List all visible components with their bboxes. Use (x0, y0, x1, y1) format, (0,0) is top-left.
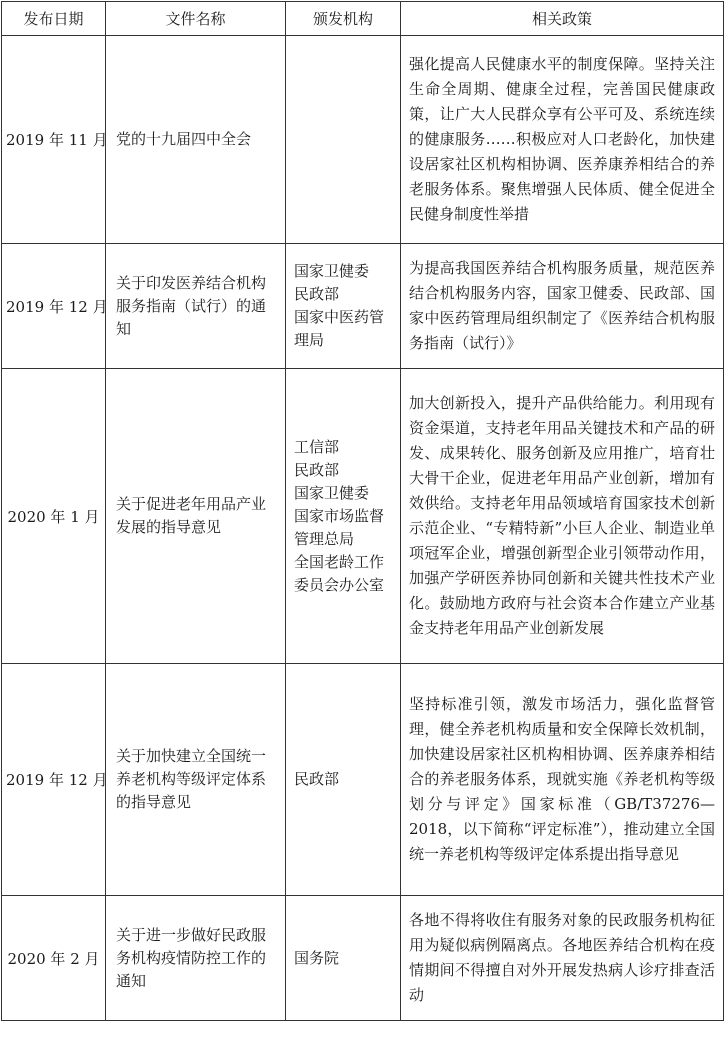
table-row (2, 36, 724, 244)
row-issuer (286, 36, 401, 244)
row-issuer (286, 896, 401, 1021)
row-date: 2020 年 1 月 (2, 369, 106, 664)
row-date: 2019 年 12 月 (2, 244, 106, 369)
issuer-name: 民政部 (294, 770, 340, 788)
issuer-name: 民政部 (294, 460, 340, 479)
header-policy: 相关政策 (401, 2, 724, 36)
row-policy: 加大创新投入，提升产品供给能力。利用现有资金渠道，支持老年用品关键技术和产品的研发、成果转化、服务创新及应用推广，培育壮大骨干企业，促进老年用品产业创新，增加有效供给。支持老年用品领域培育国家技术创新示范企业、“专精特新”小巨人企业、制造业单项冠军企业，增强创新型企业引领带动作用，加强产学研医养协同创新和关键共性技术产业化。鼓励地方政府与社会资本合作建立产业基金支持老年用品产业创新发展 (401, 369, 724, 664)
row-issuer (286, 369, 401, 664)
row-date: 2020 年 2 月 (2, 896, 106, 1021)
row-doc-name: 关于促进老年用品产业发展的指导意见 (106, 369, 286, 664)
row-doc-name: 关于印发医养结合机构服务指南（试行）的通知 (106, 244, 286, 369)
table-row (2, 664, 724, 896)
issuer-name: 民政部 (294, 285, 340, 303)
table-row (2, 896, 724, 1021)
table-row (2, 369, 724, 664)
issuer-name: 国家中医药管理局 (294, 308, 385, 349)
policy-table (1, 1, 724, 1021)
header-row (2, 2, 724, 36)
header-date: 发布日期 (2, 2, 106, 36)
issuer-name: 全国老龄工作委员会办公室 (294, 552, 385, 594)
table-row (2, 244, 724, 369)
row-policy: 强化提高人民健康水平的制度保障。坚持关注生命全周期、健康全过程，完善国民健康政策，让广大人民群众享有公平可及、系统连续的健康服务……积极应对人口老龄化，加快建设居家社区机构相协调、医养康养相结合的养老服务体系。聚焦增强人民体质、健全促进全民健身制度性举措 (401, 36, 724, 244)
header-issuer: 颁发机构 (286, 2, 401, 36)
issuer-name: 国务院 (294, 948, 340, 967)
header-name: 文件名称 (106, 2, 286, 36)
row-date: 2019 年 11 月 (2, 36, 106, 244)
issuer-name: 国家市场监督管理总局 (294, 506, 385, 548)
row-date: 2019 年 12 月 (2, 664, 106, 896)
row-doc-name: 党的十九届四中全会 (106, 36, 286, 244)
row-policy: 为提高我国医养结合机构服务质量，规范医养结合机构服务内容，国家卫健委、民政部、国家中医药管理局组织制定了《医养结合机构服务指南（试行）》 (401, 244, 724, 369)
row-doc-name: 关于进一步做好民政服务机构疫情防控工作的通知 (106, 896, 286, 1021)
row-policy: 各地不得将收住有服务对象的民政服务机构征用为疑似病例隔离点。各地医养结合机构在疫情期间不得擅自对外开展发热病人诊疗排查活动 (401, 896, 724, 1021)
issuer-name: 国家卫健委 (294, 483, 370, 502)
row-issuer (286, 244, 401, 369)
issuer-name: 国家卫健委 (294, 262, 370, 280)
row-issuer (286, 664, 401, 896)
issuer-name: 工信部 (294, 437, 340, 456)
row-doc-name: 关于加快建立全国统一养老机构等级评定体系的指导意见 (106, 664, 286, 896)
row-policy: 坚持标准引领，激发市场活力，强化监督管理，健全养老机构质量和安全保障长效机制，加快建设居家社区机构相协调、医养康养相结合的养老服务体系，现就实施《养老机构等级划分与评定》国家标准（GB/T37276—2018，以下简称“评定标准”），推动建立全国统一养老机构等级评定体系提出指导意见 (401, 664, 724, 896)
